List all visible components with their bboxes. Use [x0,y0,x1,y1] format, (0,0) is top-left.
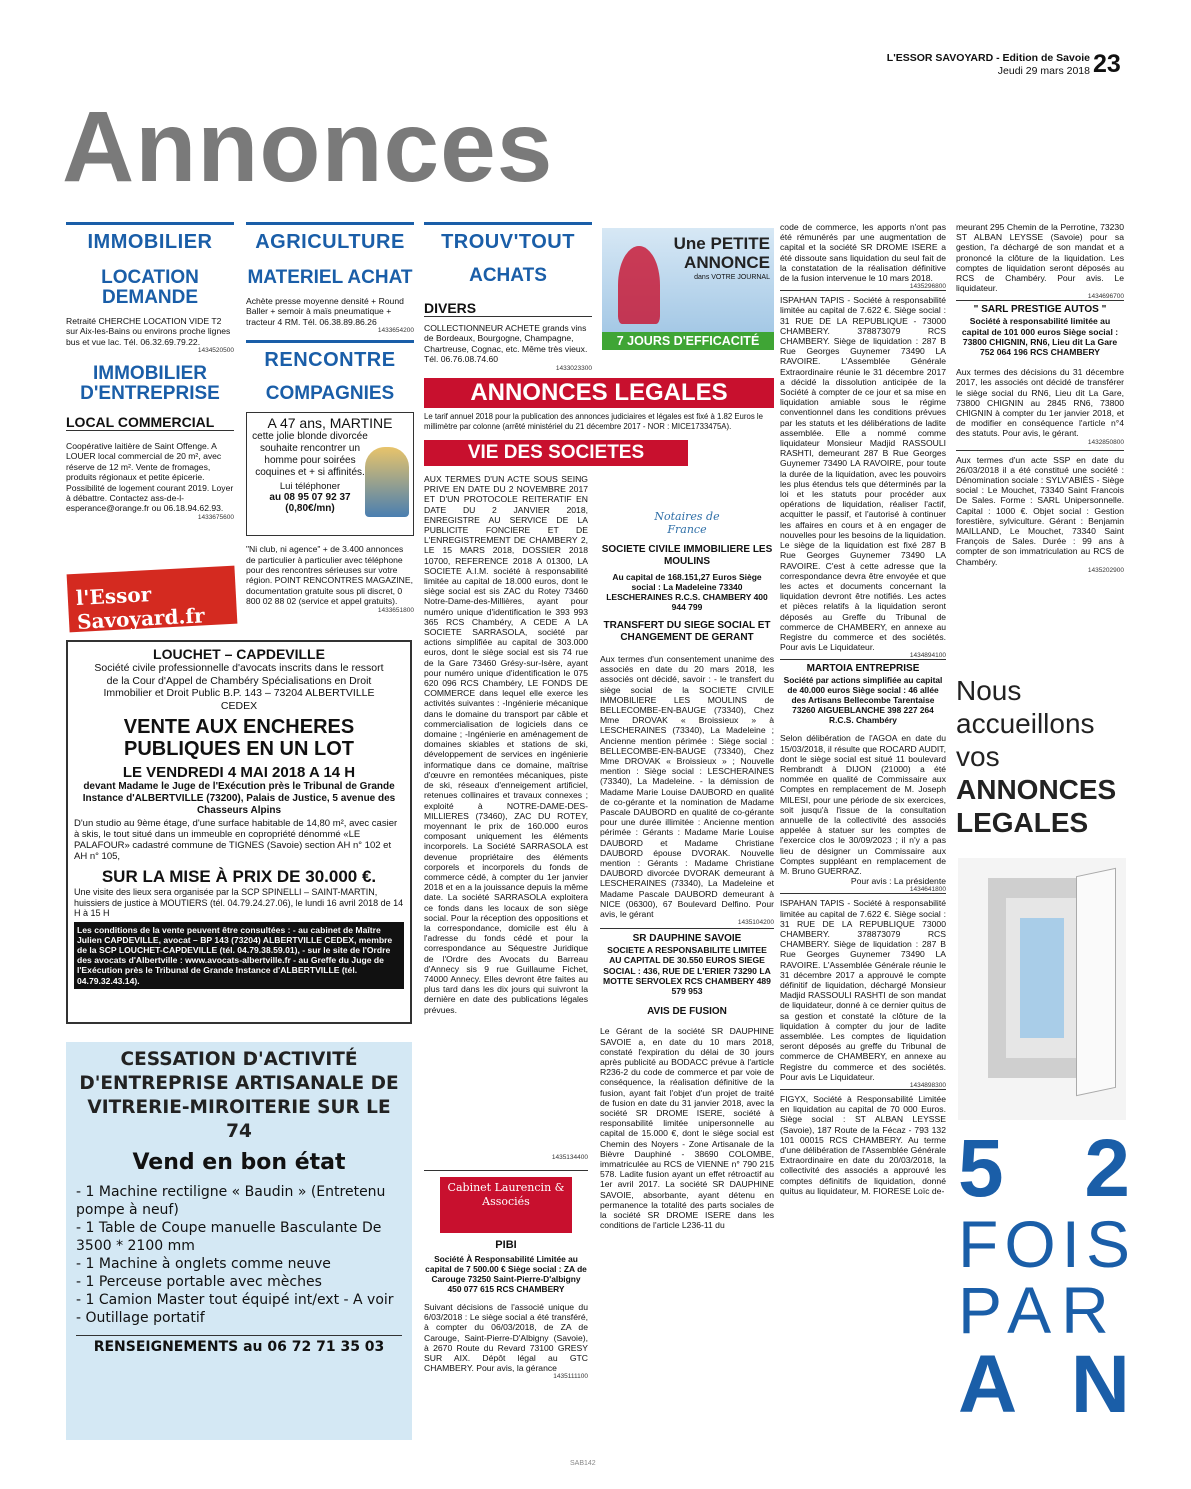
ad-ref: 1434520500 [197,347,234,355]
figyx: FIGYX, Société à Responsabilité Limitée en liquidation au capital de 70 000 Euros. Siège social : ST ALBAN LEYSSE (Savoie), 187 Route de la Fécaz - 793 132 101 00015 RCS CHAMBERY. Au terme d'une délibération de l'Assemblée Générale Extraordinaire en date du 20/03/2018, la collectivité des associés a approuvé les comptes définitifs de liquidation, donné quitus au liquidateur, M. FIORESE Loïc de- [780,1089,946,1196]
sub-divers: DIVERS [424,300,592,317]
ad-location: Retraité CHERCHE LOCATION VIDE T2 sur Aix-les-Bains ou environs proche lignes bus et vue lac. Tél. 06.32.69.79.22. [66,315,231,347]
col-trouvtout [424,222,592,372]
rubric-agriculture: AGRICULTURE [246,222,414,254]
cessation-item: - 1 Camion Master tout équipé int/ext - A voir [76,1292,394,1308]
vente-visit: Une visite des lieux sera organisée par la SCP SPINELLI – SAINT-MARTIN, huissiers de justice à MOUTIERS (tél. 04.79.24.27.06), le lundi 16 avril 2018 de 14 H à 15 H [74,887,404,918]
superhero-figure [618,246,660,324]
sr-dauphine-block [600,928,774,1230]
cessation-footer: RENSEIGNEMENTS au 06 72 71 35 03 [76,1335,402,1355]
cessation-item: - 1 Machine à onglets comme neuve [76,1256,331,1272]
martine-phone: au 08 95 07 92 37 (0,80€/mn) [269,492,351,515]
big-par: PAR [958,1273,1119,1347]
aim-text: AUX TERMES D'UN ACTE SOUS SEING PRIVE EN DATE DU 2 NOVEMBRE 2017 ET D'UN PROTOCOLE REITERATIF EN DATE DU 2 JANVIER 2018, ENREGISTRE AU SERVICE DE LA PUBLICITE FONCIERE ET DE L'ENREGISTREMENT DE CHAMBERY 2, LE 15 MARS 2018, DOSSIER 2018 10700, REFERENCE 2018 A 01300, LA SOCIETE A.I.M. société à responsabilité limitée au capital de 18.000 euros, dont le siège social est sis ZAC du Rotey 73460 Notre-Dame-des-Millières, ayant pour numéro unique d'identification le 393 993 365 RCS Chambéry, A CEDE A LA SOCIETE SARRASOLA, société par actions simplifiée au capital de 303.000 euros, dont le siège social est sis 74 rue de la Gare 73460 Grésy-sur-Isère, ayant pour numéro unique d'identification le 075 620 096 RCS Chambéry, LE FONDS DE COMMERCE dans lequel elle exerce les activités suivantes : -Ingénierie mécanique dans le domaine du transport par câble et commercialisation de logiciels dans ce domaine ; -Ingénierie en aménagement de domaines skiables et stations de ski, développement de services en ingénierie informatique dans ce domaine, maîtrise d'œuvre en remontées mécaniques, piste de ski, réseaux d'enneigement artificiel, retenues collinaires et travaux connexes ; exploité à NOTRE-DAME-DES-MILLIERES (73460), ZAC DU ROTEY, moyennant le prix de 160.000 euros composant uniquement les éléments incorporels. La Société SARRASOLA est devenue propriétaire des éléments corporels et incorporels du fonds de commerce cédé, à compter du 1er janvier 2018 et en a la jouissance depuis la même date. La société SARRASOLA exploitera ce fonds dans les locaux de son siège social. Pour la réception des oppositions et la correspondance, domicile est élu à l'adresse du fonds cédé et pour la correspondance au Séquestre Juridique de l'Ordre des Avocats du Barreau d'Annecy sis 9 rue Guillaume Fichet, 74000 Annecy. Elles devront être faites au plus tard dans les dix jours qui suivront la dernière en date des publications légales prévues. [424,474,588,1015]
vente-conditions: Les conditions de la vente peuvent être consultées : - au cabinet de Maître Julien CAPDEVILLE, avocat – BP 143 (73204) ALBERTVILLE CEDEX, membre de la SCP LOUCHET-CAPDEVILLE (tél. 04.79.38.59.01), - sur le site de l'Ordre des avocats d'Albertville : www.avocats-albertville.fr - au Greffe du Juge de l'Exécution près le Tribunal de Grande Instance d'ALBERTVILLE (tél. 04.79.32.43.14). [74,922,404,989]
martoia-text: Selon délibération de l'AGOA en date du 15/03/2018, il résulte que ROCARD AUDIT, dont le siège social est situé 11 boulevard Rembrandt à DIJON (21000) a été nommée en qualité de Commissaire aux Comptes en remplacement de M. Joseph MILESI, pour une période de six exercices, soit jusqu'à l'issue de la consultation annuelle de la collectivité des associés appelée à statuer sur les comptes de l'exercice clos le 30/09/2023 ; il n'y a pas lieu de désigner un Commissaire aux Comptes suppléant en remplacement de M. Bruno GUERRAZ. [780,733,946,876]
prestige-text: Aux termes des décisions du 31 décembre 2017, les associés ont décidé de transférer le siège social du RN6, Lieu dit La Gare, 73800 CHIGNIN au 2845 RN6, 73800 CHIGNIN à compter du 1er janvier 2018, et de modifier en conséquence l'article n°4 des statuts. Pour avis, le gérant. [956,367,1124,439]
sylvabies-text: Aux termes d'un acte SSP en date du 26/03/2018 il a été constitué une société : Dénomination sociale : SYLV'ABIÈS - Siège social : Le Mouchet, 73340 Saint Francois De Sales. Forme : SARL Unipersonnelle. Capital : 1000 €. Objet social : Gestion forestière, sylviculture. Gérant : Benjamin MAILLAND, Le Mouchet, 73340 Saint François de Sales. Durée : 99 ans à compter de son immatriculation au RCS de Chambéry. [956,450,1124,567]
pibi-text: Suivant décisions de l'associé unique du 6/03/2018 : Le siège social a été transféré, à compter du 06/03/2018, de ZA de Carouge, Saint-Pierre-D'Albigny (Savoie), à 2670 Route du Revard 73100 GRESY SUR AIX. Dépôt légal au GTC CHAMBERY. Pour avis, la gérance [424,1302,588,1374]
ad-ref: 1435111100 [553,1373,588,1381]
publication-name: L'ESSOR SAVOYARD - Edition de Savoie [886,52,1090,64]
firm-name: LOUCHET – CAPDEVILLE [153,646,325,662]
rubric-immobilier: IMMOBILIER [66,222,234,254]
sci-head: Au capital de 168.151,27 Euros Siège social : La Madeleine 73340 LESCHERAINES R.C.S. CHAMBERY 400 944 799 [606,572,768,612]
col-immobilier [66,222,234,521]
ad-ref: 1434696700 [1087,293,1124,301]
firm-desc: Société civile professionnelle d'avocats inscrits dans le ressort de la Cour d'Appel de Chambéry Spécialisations en Droit Immobilier et Droit Public B.P. 143 – 73204 ALBERTVILLE CEDEX [94,662,384,712]
ad-ref: 1435134400 [551,1154,588,1161]
cessation-title: CESSATION D'ACTIVITÉ D'ENTREPRISE ARTISANALE DE VITRERIE-MIROITERIE SUR LE 74 [79,1049,399,1142]
vente-title: VENTE AUX ENCHERES PUBLIQUES EN UN LOT [123,716,355,760]
promo-line: LEGALES [956,807,1089,838]
notaires-logo: Notaires de France [654,510,720,536]
ad-ref: 1435296800 [909,283,946,291]
promo-title: Une PETITE ANNONCE [673,234,770,272]
page-header [700,52,1090,78]
martine-title: A 47 ans, MARTINE [267,415,393,432]
promo-line: accueillons [956,708,1095,739]
vente-encheres-box [66,640,412,1024]
col-aim [424,474,588,1161]
rubric-trouvtout: TROUV'TOUT [424,222,592,254]
sub-materiel-achat: MATERIEL ACHAT [247,267,413,288]
cabinet-logo: Cabinet Laurencin & Associés [440,1177,572,1233]
vie-societes-banner: VIE DES SOCIETES [424,440,688,466]
martine-box [246,412,414,536]
cessation-item: - 1 Perceuse portable avec mèches [76,1274,322,1290]
ad-ref: 1434894100 [909,652,946,660]
ad-rencontre: "Ni club, ni agence" + de 3.400 annonces de particulier à particulier avec téléphone pour des rencontres sérieuses sur votre région. POINT RENCONTRES MAGAZINE, documentation gratuite sous pli discret, 0 800 02 88 02 (service et appel gratuits). [246,544,413,607]
ad-ref: 1434641800 [909,886,946,894]
transfert-title: TRANSFERT DU SIEGE SOCIAL ET CHANGEMENT DE GERANT [603,620,771,643]
big-a: A [958,1339,1018,1430]
vente-court: devant Madame le Juge de l'Exécution près le Tribunal de Grande Instance d'ALBERTVILLE (73200), Palais de Justice, 5 avenue des Chasseurs Alpins [82,781,396,816]
promo-subtitle: dans VOTRE JOURNAL [694,274,770,281]
rubric-rencontre: RENCONTRE [246,340,414,372]
page-number: 23 [1093,50,1121,78]
col-agriculture [246,222,414,614]
avis-fusion-title: AVIS DE FUSION [647,1006,727,1018]
vente-desc: D'un studio au 9ème étage, d'une surface habitable de 14,80 m², avec casier à skis, le tout situé dans un immeuble en copropriété dénommé «LE PALAFOUR» cadastré commune de TIGNES (Savoie) section AH n° 102 et AH n° 105, [74,818,398,862]
sub-compagnies: COMPAGNIES [265,383,395,405]
big-two: 2 [1084,1123,1130,1214]
big-fois: FOIS [958,1207,1137,1281]
martine-phone-label: Lui téléphoner [279,481,341,493]
martoia-sign: Pour avis : La présidente [850,876,946,887]
ispahan-2: ISPAHAN TAPIS - Société à responsabilité limitée au capital de 7.622 €. Siège social : 31 RUE DE LA REPUBLIQUE 73000 CHAMBERY. 378873079 RCS CHAMBERY. Siège de liquidation : 287 B Rue Georges Guynemer 73490 LA RAVOIRE. L'Assemblée Générale réunie le 31 décembre 2017 a approuvé le compte définitif de liquidation, déchargé Monsieur Madjid RASSOULI RASHTI de son mandat de liquidateur, donné à ce dernier quitus de sa gestion et constaté la clôture de la liquidation à compter du jour de ladite assemblée. Les comptes de liquidation seront déposés au greffe du Tribunal de commerce de CHAMBERY, en annexe au Registre du commerce et des sociétés. Pour avis Le Liquidateur. [780,893,946,1082]
pibi-title: PIBI [495,1239,517,1251]
big-five: 5 [958,1123,1004,1214]
promo-image [602,228,774,350]
sub-achats: ACHATS [469,265,547,286]
col-five [780,222,946,1196]
ad-ref: 1432850800 [1087,438,1124,446]
legal-tarif: Le tarif annuel 2018 pour la publication des annonces judiciaires et légales est fixé à 1.82 Euros le millimètre par colonne (arrêté ministériel du 21 décembre 2017 - NOR : MICE1733475A). [424,412,763,431]
ad-ref: 1433675600 [197,513,234,521]
sr-title: SR DAUPHINE SAVOIE [632,933,742,945]
fusion-continued: code de commerce, les apports n'ont pas été rémunérés par une augmentation de capital et la société SR DROME ISERE a été dissoute sans liquidation du seul fait de la constatation de la réalisation définitive de la fusion intervenue le 10 mars 2018. [780,222,946,284]
ad-ref: 1433651800 [377,606,414,614]
footer-code: SAB142 [570,1460,596,1467]
promo-line: ANNONCES [956,774,1117,805]
ad-ref: 1435104200 [737,919,774,927]
cessation-item: - 1 Table de Coupe manuelle Basculante De 3500 * 2100 mm [76,1220,382,1254]
publication-date: Jeudi 29 mars 2018 [997,65,1090,77]
rubric-immobilier-entreprise: IMMOBILIER D'ENTREPRISE [80,363,220,405]
door-panel [1076,868,1116,1097]
pibi-block [424,1170,588,1380]
ad-collectionneur: COLLECTIONNEUR ACHETE grands vins de Bordeaux, Bourgogne, Champagne, Chartreuse, Cognac, etc. Même très vieux. Tél. 06.76.08.74.60 [424,322,588,365]
ad-ref: 1434898300 [909,1082,946,1090]
prestige-head: Société à responsabilité limitée au capital de 101 000 euros Siège social : 73800 CHIGNIN, RN6, Lieu dit La Gare 752 064 196 RCS CHAMBERY [961,316,1119,358]
sub-location-demande: LOCATION DEMANDE [101,267,199,308]
col-notaires [600,474,774,1230]
big-n: N [1070,1339,1130,1430]
vente-price: SUR LA MISE À PRIX DE 30.000 €. [101,867,377,886]
ad-local: Coopérative laitière de Saint Offenge. A LOUER local commercial de 20 m², avec réserve de 12 m². Vente de fromages, produits régionaux et petite épicerie. Possibilité de logement courant 2019. Loyer à débattre. Contactez ass-de-l-esperance@orange.fr ou 06.18.94.62.93. [66,440,234,514]
promo-annonces [956,674,1124,839]
section-title: Annonces [62,91,554,203]
prestige-title: " SARL PRESTIGE AUTOS " [973,304,1107,316]
promo-line: Nous [956,675,1022,706]
ispahan-1: ISPAHAN TAPIS - Société à responsabilité limitée au capital de 7.622 €. Siège social : 31 RUE DE LA REPUBLIQUE - 73000 CHAMBERY. 378873079 RCS CHAMBERY. Siège de liquidation : 287 B Rue Georges Guynemer 73490 LA RAVOIRE. L'Assemblée Générale Extraordinaire réunie le 31 décembre 2017 a décidé la dissolution anticipée de la Société à compter de ce jour et sa mise en liquidation amiable sous le régime conventionnel dans les conditions prévues par les statuts et les délibérations de ladite assemblée. Elle a nommé comme liquidateur Monsieur Madjid RASSOULI RASHTI, demeurant 287 B Rue Georges Guynemer 73490 LA RAVOIRE, pour toute la durée de la liquidation, avec les pouvoirs les plus étendus tels que déterminés par la loi et les statuts pour procéder aux opérations de liquidation, réaliser l'actif, acquitter le passif, et l'autorisé à continuer les affaires en cours et à en engager de nouvelles pour les besoins de la liquidation. Le siège de la liquidation est fixé 287 B Rue Georges Guynemer 73490 LA RAVOIRE. C'est à cette adresse que la correspondance devra être envoyée et que les actes et documents concernant la liquidation devront être notifiés. Les actes et pièces relatifs à la liquidation seront déposés au Greffe du Tribunal de commerce de CHAMBERY, en annexe au Registre du commerce et des sociétés. Pour avis Le Liquidateur. [780,290,946,652]
sci-title: SOCIETE CIVILE IMMOBILIERE LES MOULINS [601,544,773,567]
col-six [956,222,1124,574]
martoia-head: Société par actions simplifiée au capital de 40.000 euros Siège social : 46 allée des Artisans Bellecombe Tarentaise 73260 AIGUEBLANCHE 398 227 264 R.C.S. Chambéry [783,675,943,726]
martoia-title: MARTOIA ENTREPRISE [806,663,920,675]
ad-ref: 1435202900 [1087,566,1124,574]
promo-line: vos [956,741,1000,772]
martine-photo [365,447,409,517]
pibi-head: Société À Responsabilité Limitée au capital de 7 500.00 € Siège social : ZA de Carouge 73250 Saint-Pierre-D'albigny 450 077 615 RCS CHAMBERY [425,1254,587,1294]
cessation-item: - Outillage portatif [76,1310,205,1326]
cessation-item: - 1 Machine rectiligne « Baudin » (Entretenu pompe à neuf) [76,1184,386,1218]
cessation-subtitle: Vend en bon état [132,1150,346,1175]
ad-ref: 1433023300 [555,364,592,372]
figyx-continued: meurant 295 Chemin de la Perrotine, 73230 ST ALBAN LEYSSE (Savoie) pour sa gestion, l'a déchargé de son mandat et a prononcé la clôture de la liquidation. Les comptes de liquidation seront déposés au RCS de Chambéry. Pour avis. Le liquidateur. [956,222,1124,294]
sub-local-commercial: LOCAL COMMERCIAL [66,414,234,431]
cessation-box [66,1042,412,1440]
sr-head: SOCIETE A RESPONSABILITE LIMITEE AU CAPITAL DE 30.550 EUROS SIEGE SOCIAL : 436, RUE DE L'ERIER 73290 LA MOTTE SERVOLEX RCS CHAMBERY 489 579 953 [603,945,771,997]
ad-ref: 1433654200 [377,327,414,335]
essor-logo: l'Essor Savoyard.fr [67,566,238,633]
promo-banner: 7 JOURS D'EFFICACITÉ [602,332,774,350]
annonces-legales-banner: ANNONCES LEGALES [424,378,774,408]
cessation-list [76,1183,402,1327]
fusion-text: Le Gérant de la société SR DAUPHINE SAVOIE a, en date du 10 mars 2018, constaté l'expiration du délai de 30 jours après publicité au BODACC prévue à l'article R236-2 du code de commerce et par voie de conséquence, la réalisation définitive de la fusion, ayant fait l'objet d'un projet de traité de fusion en date du 31 janvier 2018, avec la société SR DROME ISERE, société à responsabilité limitée unipersonnelle au capital de 15.000 €, dont le siège social est Chemin des Noyers - Zone Artisanale de la Bièvre Dauphiné - 38690 COLOMBE, immatriculée au RCS de VIENNE n° 790 215 578. Ladite fusion ayant un effet rétroactif au 1er avril 2017. La société SR DAUPHINE SAVOIE, absorbante, ayant détenu en permanence la totalité des parts sociales de la société SR DROME ISERE dans les conditions de l'article L236-11 du [600,1026,774,1231]
door-illustration [958,858,1126,1120]
transfert-text: Aux termes d'un consentement unanime des associés en date du 20 mars 2018, les associés ont décidé, savoir : - le transfert du siège social de la SOCIETE CIVILE IMMOBILIERE LES MOULINS de BELLECOMBE-EN-BAUGE (73340), Chez Mme DROVAK « Broissieux » à LESCHERAINES (73340), La Madeleine ; Ancienne mention périmée : Siège social : BELLECOMBE-EN-BAUGE (73340), Chez Mme DROVAK « Broissieux » ; Nouvelle mention : Siège social : LESCHERAINES (73340), La Madeleine. - la démission de Madame Marie Louise DAUBORD en qualité de co-gérante et la nomination de Madame Pascale DAUBORD en qualité de co-gérante pour une durée illimitée : Ancienne mention périmée : Gérants : Madame Marie Louise DAUBORD et Madame Christiane DAUBORD épouse DVORAK. Nouvelle mention : Gérants : Madame Christiane DAUBORD divorcée DVORAK demeurant à LESCHERAINES (73340), La Madeleine et Madame Pascale DAUBORD demeurant à NICE (06300), 67 Boulevard Delfino. Pour avis, le gérant [600,654,774,920]
vente-date: LE VENDREDI 4 MAI 2018 A 14 H [122,764,356,781]
ad-materiel: Achète presse moyenne densité + Round Baller + semoir à maïs pneumatique + tracteur 4 RM. Tél. 06.38.89.86.26 [246,295,404,327]
martine-desc: cette jolie blonde divorcée souhaite rencontrer un homme pour soirées coquines et + si affinités. [252,431,368,479]
